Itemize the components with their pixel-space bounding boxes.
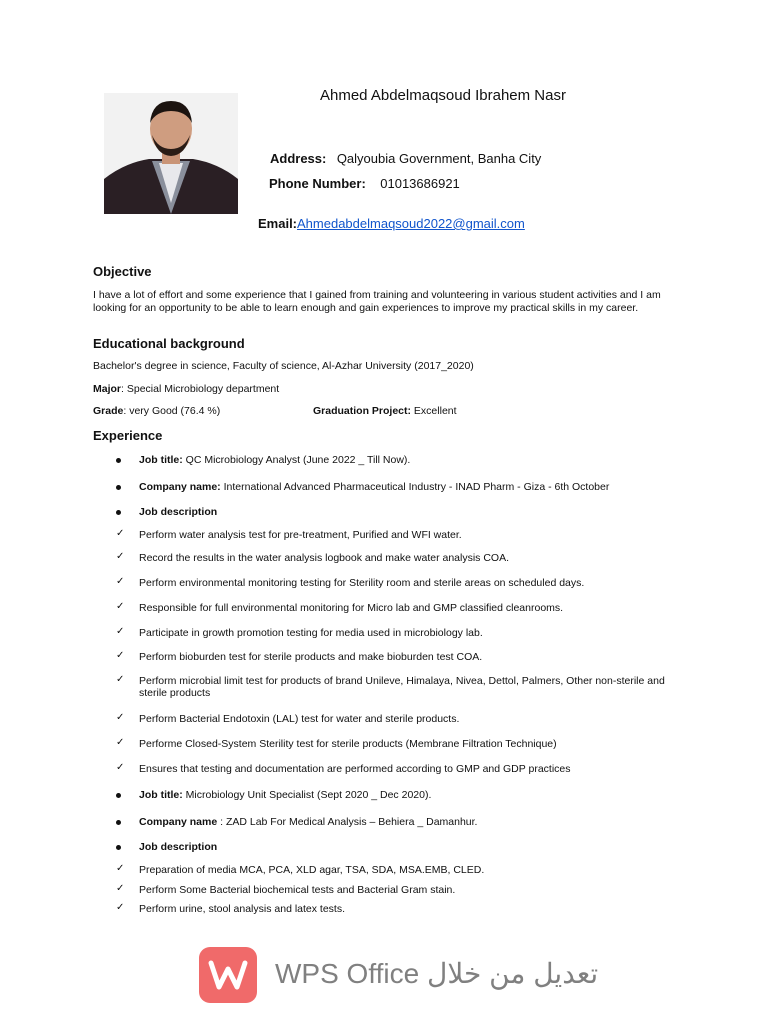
project-line bbox=[313, 405, 457, 417]
major-line bbox=[93, 383, 279, 395]
checkmark-icon: ✓ bbox=[116, 712, 125, 723]
grade-value: : very Good (76.4 %) bbox=[123, 405, 221, 417]
job1-duty: Perform microbial limit test for products of brand Unileve, Himalaya, Nivea, Dettol, Palmers, Other non-sterile and sterile products bbox=[139, 675, 665, 699]
major-value: : Special Microbiology department bbox=[121, 383, 280, 395]
job2-desc-label: Job description bbox=[139, 841, 218, 853]
wps-watermark bbox=[199, 947, 599, 1007]
job2-duty: Perform urine, stool analysis and latex tests. bbox=[139, 903, 346, 915]
job2-company-value: : ZAD Lab For Medical Analysis – Behiera _ Damanhur. bbox=[217, 816, 478, 828]
job1-company bbox=[139, 481, 609, 493]
grade-label: Grade bbox=[93, 405, 124, 417]
job2-title-label: Job title: bbox=[139, 789, 183, 801]
checkmark-icon: ✓ bbox=[116, 902, 125, 913]
bullet-dot bbox=[116, 820, 121, 825]
email-link[interactable]: Ahmedabdelmaqsoud2022@gmail.com bbox=[297, 216, 525, 231]
job1-duty: Ensures that testing and documentation are performed according to GMP and GDP practices bbox=[139, 763, 571, 775]
bullet-dot bbox=[116, 485, 121, 490]
wps-logo-icon bbox=[199, 947, 257, 1003]
watermark-text: WPS Office تعديل من خلال bbox=[275, 958, 599, 989]
job1-duty: Perform water analysis test for pre-treatment, Purified and WFI water. bbox=[139, 529, 462, 541]
checkmark-icon: ✓ bbox=[116, 528, 125, 539]
job1-company-label: Company name: bbox=[139, 481, 221, 493]
address-label: Address: bbox=[270, 151, 327, 166]
job2-title bbox=[139, 789, 431, 801]
bullet-dot bbox=[116, 793, 121, 798]
checkmark-icon: ✓ bbox=[116, 863, 125, 874]
email-label: Email: bbox=[258, 216, 298, 231]
grade-line bbox=[93, 405, 220, 417]
cv-name: Ahmed Abdelmaqsoud Ibrahem Nasr bbox=[320, 87, 566, 104]
job2-company bbox=[139, 816, 477, 828]
bullet-dot bbox=[116, 458, 121, 463]
wps-logo-glyph bbox=[199, 947, 257, 1003]
address-value: Qalyoubia Government, Banha City bbox=[336, 151, 542, 166]
job1-title-label: Job title: bbox=[139, 454, 183, 466]
checkmark-icon: ✓ bbox=[116, 674, 125, 685]
phone-value: 01013686921 bbox=[380, 176, 460, 191]
objective-heading: Objective bbox=[93, 264, 152, 279]
job1-duty: Record the results in the water analysis logbook and make water analysis COA. bbox=[139, 552, 510, 564]
address-line bbox=[270, 150, 541, 168]
job1-title-value: QC Microbiology Analyst (June 2022 _ Till Now). bbox=[182, 454, 411, 466]
checkmark-icon: ✓ bbox=[116, 650, 125, 661]
job2-duty: Preparation of media MCA, PCA, XLD agar, TSA, SDA, MSA.EMB, CLED. bbox=[139, 864, 485, 876]
project-value: Excellent bbox=[411, 405, 457, 417]
profile-photo bbox=[104, 93, 238, 214]
job1-duty: Performe Closed-System Sterility test for sterile products (Membrane Filtration Technique) bbox=[139, 738, 557, 750]
job1-duty: Responsible for full environmental monitoring for Micro lab and GMP classified cleanrooms. bbox=[139, 602, 564, 614]
checkmark-icon: ✓ bbox=[116, 737, 125, 748]
objective-text: I have a lot of effort and some experience that I gained from training and volunteering in various student activities and I am looking for an opportunity to be able to learn enough and gain experiences to improve my practical skills in my career. bbox=[93, 289, 661, 314]
education-heading: Educational background bbox=[93, 336, 245, 351]
degree-text: Bachelor's degree in science, Faculty of science, Al-Azhar University (2017_2020) bbox=[93, 360, 474, 372]
job1-company-value: International Advanced Pharmaceutical Industry - INAD Pharm - Giza - 6th October bbox=[220, 481, 610, 493]
major-label: Major bbox=[93, 383, 122, 395]
email-line bbox=[258, 215, 525, 233]
checkmark-icon: ✓ bbox=[116, 883, 125, 894]
job1-duty: Participate in growth promotion testing for media used in microbiology lab. bbox=[139, 627, 483, 639]
bullet-dot bbox=[116, 845, 121, 850]
job1-title bbox=[139, 454, 410, 466]
job1-duty: Perform environmental monitoring testing for Sterility room and sterile areas on scheduled days. bbox=[139, 577, 585, 589]
job2-duty: Perform Some Bacterial biochemical tests and Bacterial Gram stain. bbox=[139, 884, 456, 896]
phone-line bbox=[269, 175, 460, 193]
experience-heading: Experience bbox=[93, 428, 163, 443]
job1-desc-label: Job description bbox=[139, 506, 218, 518]
checkmark-icon: ✓ bbox=[116, 626, 125, 637]
job2-title-value: Microbiology Unit Specialist (Sept 2020 _ Dec 2020). bbox=[182, 789, 432, 801]
bullet-dot bbox=[116, 510, 121, 515]
profile-photo-image bbox=[104, 93, 238, 214]
job2-company-label: Company name bbox=[139, 816, 218, 828]
checkmark-icon: ✓ bbox=[116, 551, 125, 562]
checkmark-icon: ✓ bbox=[116, 762, 125, 773]
job1-duty: Perform Bacterial Endotoxin (LAL) test for water and sterile products. bbox=[139, 713, 460, 725]
checkmark-icon: ✓ bbox=[116, 601, 125, 612]
checkmark-icon: ✓ bbox=[116, 576, 125, 587]
job1-duty: Perform bioburden test for sterile products and make bioburden test COA. bbox=[139, 651, 483, 663]
project-label: Graduation Project: bbox=[313, 405, 412, 417]
phone-label: Phone Number: bbox=[269, 176, 366, 191]
